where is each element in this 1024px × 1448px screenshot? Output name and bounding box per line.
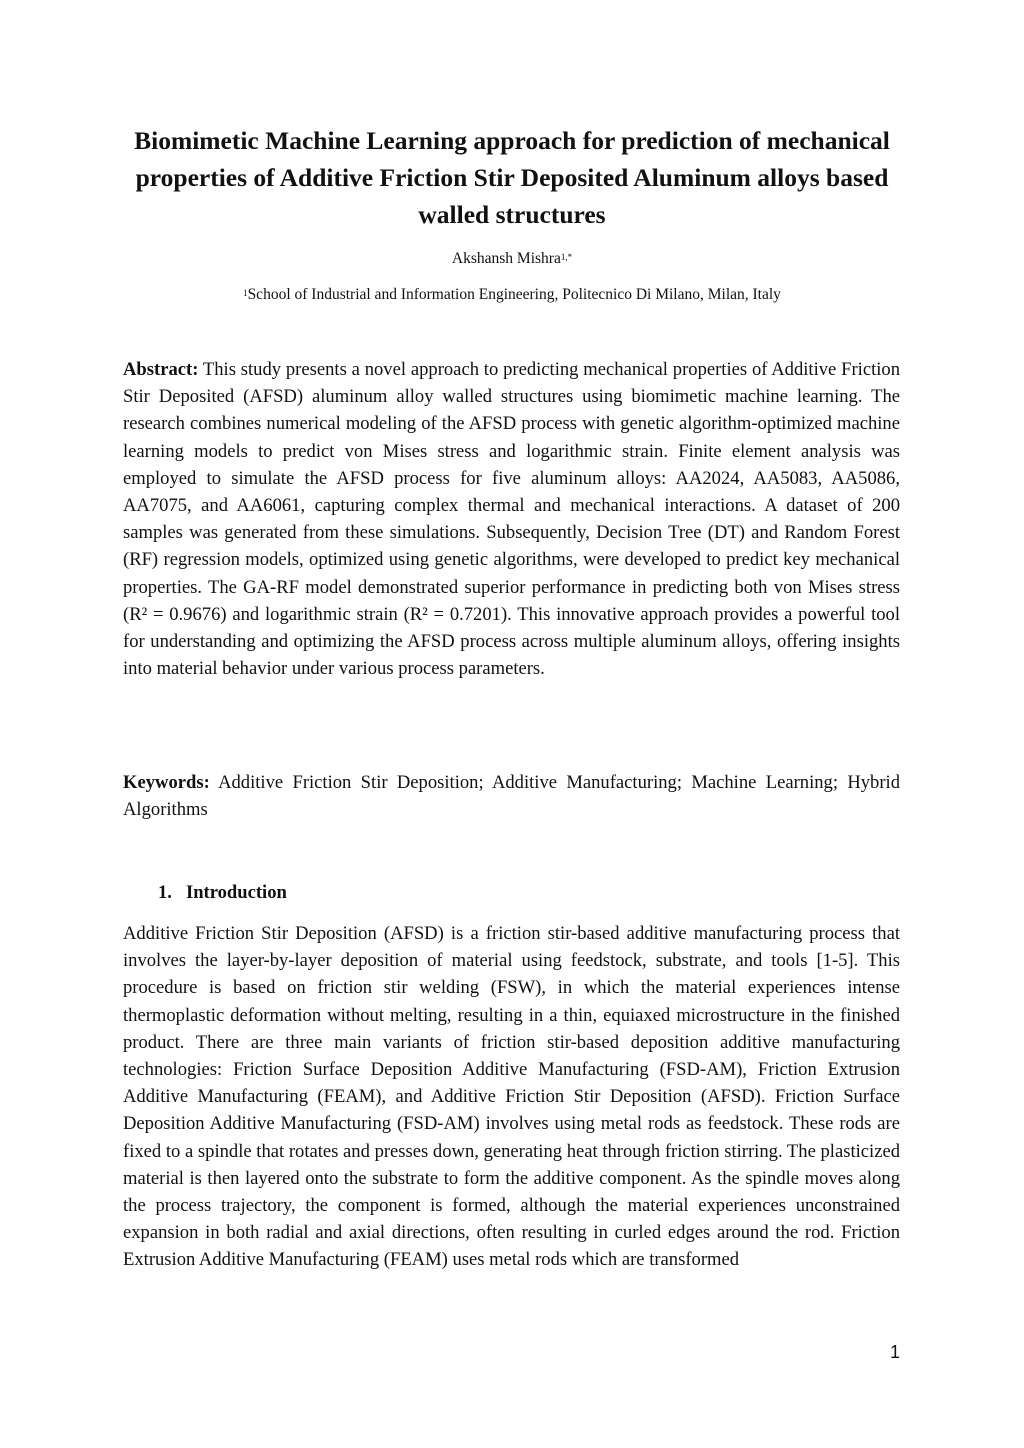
introduction-heading — [158, 879, 287, 906]
keywords-paragraph — [123, 769, 900, 823]
section-number: 1. — [158, 882, 172, 903]
affiliation-line — [0, 284, 1024, 306]
affiliation-text: School of Industrial and Information Engineering, Politecnico Di Milano, Milan, Italy — [247, 286, 781, 303]
introduction-paragraph: Additive Friction Stir Deposition (AFSD) is a friction stir-based additive manufacturing process that involves the layer-by-layer deposition of material using feedstock, substrate, and tools [1-5]. This procedure is based on friction stir welding (FSW), in which the material experiences intense thermoplastic deformation without melting, resulting in a thin, equiaxed microstructure in the finished product. There are three main variants of friction stir-based deposition additive manufacturing technologies: Friction Surface Deposition Additive Manufacturing (FSD-AM), Friction Extrusion Additive Manufacturing (FEAM), and Additive Friction Stir Deposition (AFSD). Friction Surface Deposition Additive Manufacturing (FSD-AM) involves using metal rods as feedstock. These rods are fixed to a spindle that rotates and presses down, generating heat through friction stirring. The plasticized material is then layered onto the substrate to form the additive component. As the spindle moves along the process trajectory, the component is formed, although the material experiences unconstrained expansion in both radial and axial directions, often resulting in curled edges around the rod. Friction Extrusion Additive Manufacturing (FEAM) uses metal rods which are transformed — [123, 923, 900, 1271]
abstract-text: This study presents a novel approach to predicting mechanical properties of Additive Friction Stir Deposited (AFSD) aluminum alloy walled structures using biomimetic machine learning. The research combines numerical modeling of the AFSD process with genetic algorithm-optimized machine learning models to predict von Mises stress and logarithmic strain. Finite element analysis was employed to simulate the AFSD process for five aluminum alloys: AA2024, AA5083, AA5086, AA7075, and AA6061, capturing complex thermal and mechanical interactions. A dataset of 200 samples was generated from these simulations. Subsequently, Decision Tree (DT) and Random Forest (RF) regression models, optimized using genetic algorithms, were developed to predict key mechanical properties. The GA-RF model demonstrated superior performance in predicting both von Mises stress (R² = 0.9676) and logarithmic strain (R² = 0.7201). This innovative approach provides a powerful tool for understanding and optimizing the AFSD process across multiple aluminum alloys, offering insights into material behavior under various process parameters. — [123, 359, 901, 680]
section-title: Introduction — [185, 882, 287, 903]
affiliation-superscript: 1 — [243, 288, 248, 298]
keywords-text: Additive Friction Stir Deposition; Additive Manufacturing; Machine Learning; Hybrid Algorithms — [123, 772, 900, 821]
author-line — [0, 248, 1024, 270]
abstract-label: Abstract: — [123, 359, 199, 380]
abstract-paragraph — [123, 356, 900, 682]
author-name: Akshansh Mishra — [451, 250, 561, 267]
paper-title: Biomimetic Machine Learning approach for prediction of mechanical properties of Additive Friction Stir Deposited Aluminum alloys based walled structures — [134, 126, 890, 229]
author-superscript: 1,* — [560, 252, 573, 262]
keywords-label: Keywords: — [123, 772, 210, 793]
page-number: 1 — [889, 1342, 900, 1362]
